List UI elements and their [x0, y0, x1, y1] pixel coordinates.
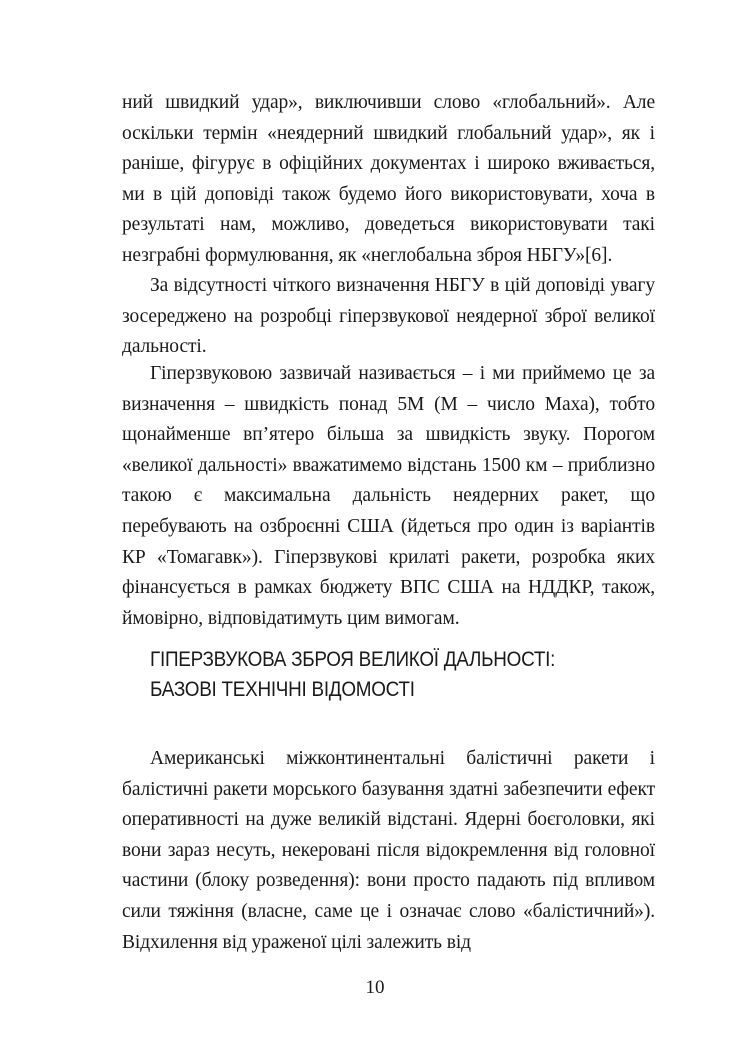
section-heading-line-1: ГІПЕРЗВУКОВА ЗБРОЯ ВЕЛИКОЇ ДАЛЬНОСТІ: — [150, 648, 556, 671]
paragraph-continued: ний швидкий удар», виключивши слово «глобальний». Але оскільки термін «неядерний швидкий глобальний удар», як і раніше, фігурує в офіційних документах і широко вживається, ми в цій доповіді також будемо його використовувати, хоча в результаті нам, можливо, доведеться використовувати такі незграбні формулювання, як «неглобальна зброя НБГУ»[6]. — [122, 92, 655, 266]
page-number: 10 — [365, 977, 385, 998]
section-heading — [150, 645, 600, 705]
paragraph-nbgu-definition: За відсутності чіткого визначення НБГУ в цій доповіді увагу зосереджено на розробці гіперзвукової неядерної зброї великої дальності. — [122, 275, 655, 358]
paragraph-hypersonic-definition: Гіперзвуковою зазвичай називається – і ми приймемо це за визначення – швидкість понад 5М (М – число Маха), тобто щонайменше вп’ятеро більша за швидкість звуку. Порогом «великої дальності» вважатимемо відстань 1500 км – приблизно такою є максимальна дальність неядерних ракет, що перебувають на озброєнні США (йдеться про один із варіантів КР «Томагавк»). Гіперзвукові крилаті ракети, розробка яких фінансується в рамках бюджету ВПС США на НДДКР, також, ймовірно, відповідатимуть цим вимогам. — [122, 363, 655, 629]
paragraph-ballistic-missiles: Американські міжконтинентальні балістичні ракети і балістичні ракети морського базування здатні забезпечити ефект оперативності на дуже великій відстані. Ядерні боєголовки, які вони зараз несуть, некеровані після відокремлення від головної частини (блоку розведення): вони просто падають під впливом сили тяжіння (власне, саме це і означає слово «балістичний»). Відхилення від ураженої цілі залежить від — [122, 748, 655, 953]
section-heading-line-2: БАЗОВІ ТЕХНІЧНІ ВІДОМОСТІ — [150, 678, 415, 701]
